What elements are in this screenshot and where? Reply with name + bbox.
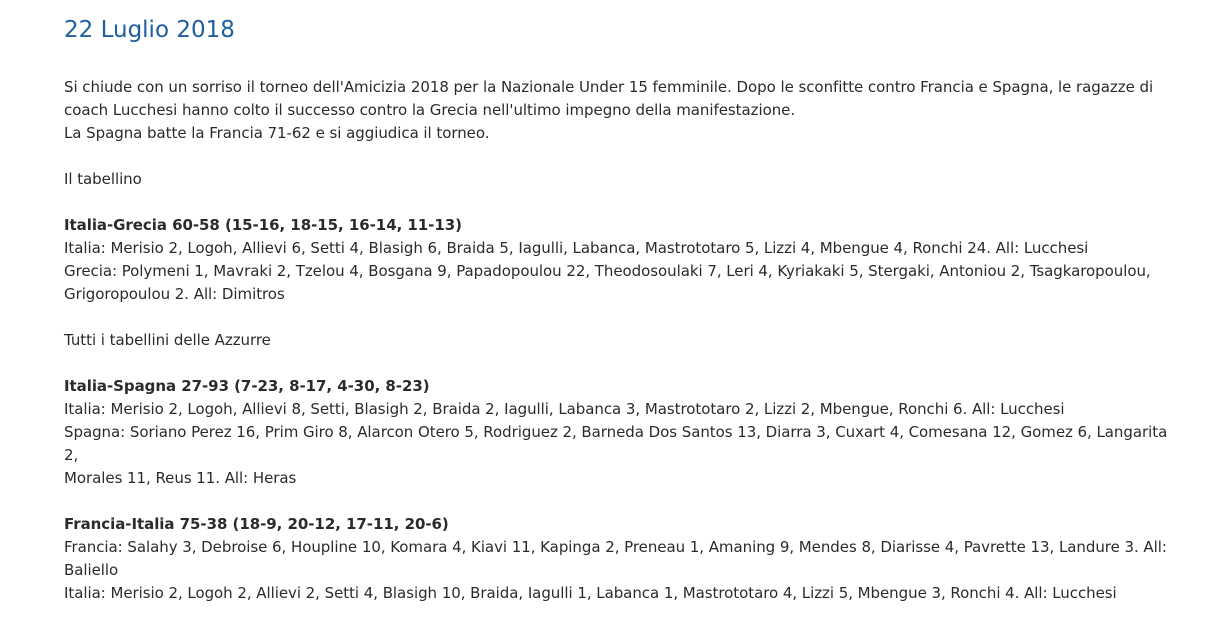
team-lineup: Italia: Merisio 2, Logoh 2, Allievi 2, Setti 4, Blasigh 10, Braida, Iagulli 1, Labanca 1, Mastrototaro 4, Lizzi 5, Mbengue 3, Ronchi 4. All: Lucchesi (64, 584, 1117, 602)
team-lineup: Spagna: Soriano Perez 16, Prim Giro 8, Alarcon Otero 5, Rodriguez 2, Barneda Dos Santos 13, Diarra 3, Cuxart 4, Comesana 12, Gomez 6, Langarita 2, (64, 423, 1168, 464)
team-lineup: Morales 11, Reus 11. All: Heras (64, 469, 297, 487)
intro-line: coach Lucchesi hanno colto il successo contro la Grecia nell'ultimo impegno della manifestazione. (64, 101, 796, 119)
team-lineup: Italia: Merisio 2, Logoh, Allievi 8, Setti, Blasigh 2, Braida 2, Iagulli, Labanca 3, Mastrototaro 2, Lizzi 2, Mbengue, Ronchi 6. All: Lucchesi (64, 400, 1065, 418)
game-header: Italia-Spagna 27-93 (7-23, 8-17, 4-30, 8-23) (64, 377, 430, 395)
team-lineup: Grigoropoulou 2. All: Dimitros (64, 285, 285, 303)
tabellino-heading (64, 168, 1184, 191)
article-date-title: 22 Luglio 2018 (64, 17, 235, 43)
all-tabellini-paragraph (64, 329, 1184, 352)
team-lineup: Italia: Merisio 2, Logoh, Allievi 6, Setti 4, Blasigh 6, Braida 5, Iagulli, Labanca, Mastrototaro 5, Lizzi 4, Mbengue 4, Ronchi 24. All: Lucchesi (64, 239, 1089, 257)
game-header: Francia-Italia 75-38 (18-9, 20-12, 17-11, 20-6) (64, 515, 449, 533)
intro-line: La Spagna batte la Francia 71-62 e si aggiudica il torneo. (64, 124, 490, 142)
tabellino-heading-text: Il tabellino (64, 170, 142, 188)
game-box-score (64, 214, 1184, 306)
all-tabellini-link[interactable]: Tutti i tabellini delle Azzurre (64, 331, 271, 349)
article-content (64, 14, 1184, 628)
intro-paragraph (64, 76, 1184, 145)
team-lineup: Baliello (64, 561, 119, 579)
game-box-score (64, 513, 1184, 605)
game-header: Italia-Grecia 60-58 (15-16, 18-15, 16-14, 11-13) (64, 216, 462, 234)
intro-line: Si chiude con un sorriso il torneo dell'Amicizia 2018 per la Nazionale Under 15 femminile. Dopo le sconfitte contro Francia e Spagna, le ragazze di (64, 78, 1154, 96)
team-lineup: Grecia: Polymeni 1, Mavraki 2, Tzelou 4, Bosgana 9, Papadopoulou 22, Theodosoulaki 7, Leri 4, Kyriakaki 5, Stergaki, Antoniou 2, Tsagkaropoulou, (64, 262, 1151, 280)
team-lineup: Francia: Salahy 3, Debroise 6, Houpline 10, Komara 4, Kiavi 11, Kapinga 2, Preneau 1, Amaning 9, Mendes 8, Diarisse 4, Pavrette 13, Landure 3. All: (64, 538, 1167, 556)
game-box-score (64, 375, 1184, 490)
